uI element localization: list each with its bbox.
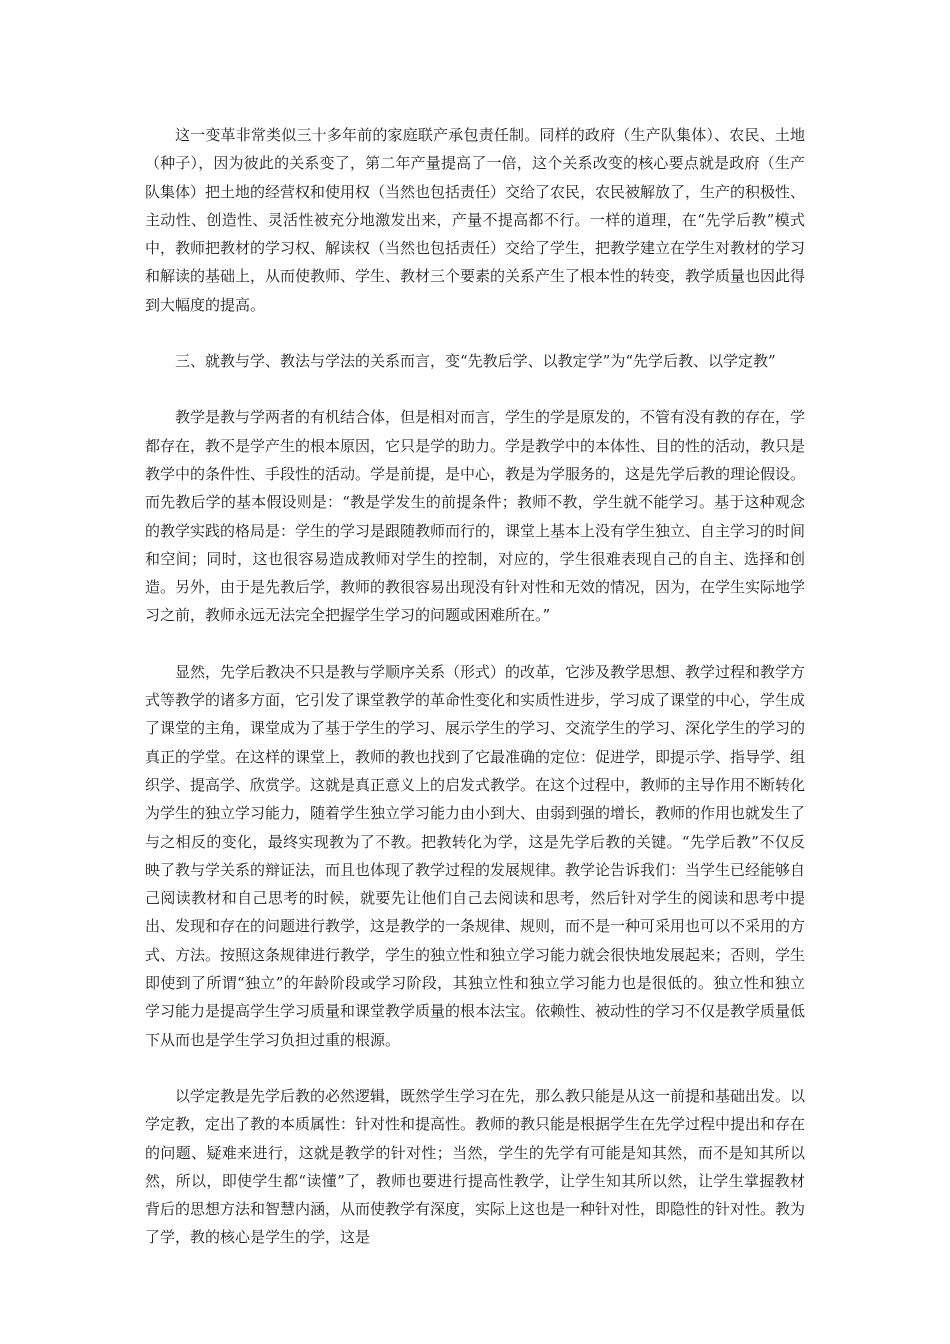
paragraph-learn-first-reform: 显然，先学后教决不只是教与学顺序关系（形式）的改革，它涉及教学思想、教学过程和教学方式等教学的诸多方面，它引发了课堂教学的革命性变化和实质性进步，学习成了课堂的中心，学生成了课堂的主角，课堂成为了基于学生的学习、展示学生的学习、交流学生的学习、深化学生的学习的真正的学堂。在这样的课堂上，教师的教也找到了它最准确的定位：促进学，即提示学、指导学、组织学、提高学、欣赏学。这就是真正意义上的启发式教学。在这个过程中，教师的主导作用不断转化为学生的独立学习能力，随着学生独立学习能力由小到大、由弱到强的增长，教师的作用也就发生了与之相反的变化，最终实现教为了不教。把教转化为学，这是先学后教的关键。“先学后教”不仅反映了教与学关系的辩证法，而且也体现了教学过程的发展规律。教学论告诉我们：当学生已经能够自己阅读教材和自己思考的时候，就要先让他们自己去阅读和思考，然后针对学生的阅读和思考中提出、发现和存在的问题进行教学，这是教学的一条规律、规则，而不是一种可采用也可以不采用的方式、方法。按照这条规律进行教学，学生的独立性和独立学习能力就会很快地发展起来；否则，学生即使到了所谓“独立”的年龄阶段或学习阶段，其独立性和独立学习能力也是很低的。独立性和独立学习能力是提高学生学习质量和课堂教学质量的根本法宝。依赖性、被动性的学习不仅是教学质量低下从而也是学生学习负担过重的根源。 (145, 662, 806, 1049)
paragraph-household-contract: 这一变革非常类似三十多年前的家庭联产承包责任制。同样的政府（生产队集体）、农民、土地（种子），因为彼此的关系变了，第二年产量提高了一倍，这个关系改变的核心要点就是政府（生产队集体）把土地的经营权和使用权（当然也包括责任）交给了农民，农民被解放了，生产的积极性、主动性、创造性、灵活性被充分地激发出来，产量不提高都不行。一样的道理，在“先学后教”模式中，教师把教材的学习权、解读权（当然也包括责任）交给了学生，把教学建立在学生对教材的学习和解读的基础上，从而使教师、学生、教材三个要素的关系产生了根本性的转变，教学质量也因此得到大幅度的提高。 (145, 126, 806, 314)
section-heading-three: 三、就教与学、教法与学法的关系而言，变“先教后学、以教定学”为“先学后教、以学定教” (175, 352, 776, 371)
paragraph-teaching-learning-relation: 教学是教与学两者的有机结合体，但是相对而言，学生的学是原发的，不管有没有教的存在，学都存在，教不是学产生的根本原因，它只是学的助力。学是教学中的本体性、目的性的活动，教只是教学中的条件性、手段性的活动。学是前提，是中心，教是为学服务的，这是先学后教的理论假设。而先教后学的基本假设则是：“教是学发生的前提条件；教师不教，学生就不能学习。基于这种观念的教学实践的格局是：学生的学习是跟随教师而行的，课堂上基本上没有学生独立、自主学习的时间和空间；同时，这也很容易造成教师对学生的控制，对应的，学生很难表现自己的自主、选择和创造。另外，由于是先教后学，教师的教很容易出现没有针对性和无效的情况，因为，在学生实际地学习之前，教师永远无法完全把握学生学习的问题或困难所在。” (145, 408, 806, 625)
document-page (145, 121, 805, 1280)
paragraph-teach-by-learning: 以学定教是先学后教的必然逻辑，既然学生学习在先，那么教只能是从这一前提和基础出发。以学定教，定出了教的本质属性：针对性和提高性。教师的教只能是根据学生在先学过程中提出和存在的问题、疑难来进行，这就是教学的针对性；当然，学生的先学有可能是知其然，而不是知其所以然，所以，即使学生都“读懂”了，教师也要进行提高性教学，让学生知其所以然，让学生掌握教材背后的思想方法和智慧内涵，从而使教学有深度，实际上这也是一种针对性，即隐性的针对性。教为了学，教的核心是学生的学，这是 (145, 1086, 806, 1247)
